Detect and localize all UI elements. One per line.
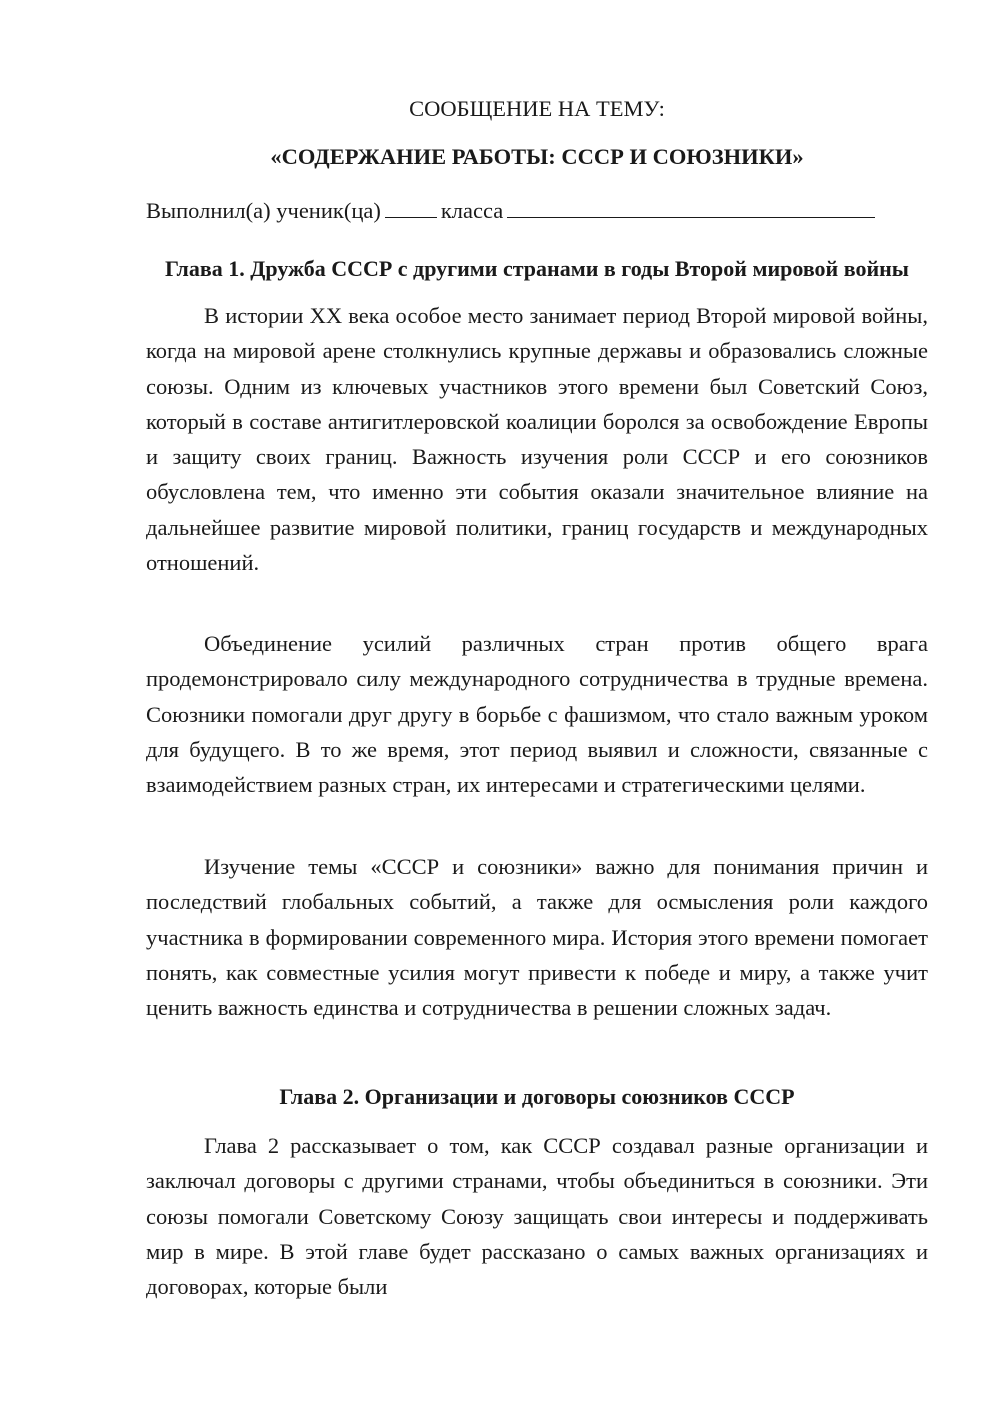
chapter1-paragraph-1: В истории XX века особое место занимает период Второй мировой войны, когда на мировой арене столкнулись крупные державы и образовались сложные союзы. Одним из ключевых участников этого времени был Советский Союз, который в составе антигитлеровской коалиции боролся за освобождение Европы и защиту своих границ. Важность изучения роли СССР и его союзников обусловлена тем, что именно эти события оказали значительное влияние на дальнейшее развитие мировой политики, границ государств и международных отношений. [146, 303, 928, 576]
class-blank-field[interactable] [507, 197, 875, 218]
chapter2-heading: Глава 2. Организации и договоры союзников СССР [279, 1084, 795, 1109]
document-title: СООБЩЕНИЕ НА ТЕМУ: [409, 96, 665, 121]
document-subtitle: «СОДЕРЖАНИЕ РАБОТЫ: СССР И СОЮЗНИКИ» [270, 144, 804, 169]
chapter1-paragraph-3: Изучение темы «СССР и союзники» важно для понимания причин и последствий глобальных событий, а также для осмысления роли каждого участника в формировании современного мира. История этого времени помогает понять, как совместные усилия могут привести к победе и миру, а также учит ценить важность единства и сотрудничества в решении сложных задач. [146, 854, 928, 1021]
chapter2-paragraph-1: Глава 2 рассказывает о том, как СССР создавал разные организации и заключал договоры с другими странами, чтобы объединиться в союзники. Эти союзы помогали Советскому Союзу защищать свои интересы и поддерживать мир в мире. В этой главе будет рассказано о самых важных организациях и договорах, которые были [146, 1133, 928, 1300]
chapter1-paragraph-2: Объединение усилий различных стран против общего врага продемонстрировало силу международного сотрудничества в трудные времена. Союзники помогали друг другу в борьбе с фашизмом, что стало важным уроком для будущего. В то же время, этот период выявил и сложности, связанные с взаимодействием разных стран, их интересами и стратегическими целями. [146, 631, 928, 798]
author-line [146, 196, 928, 226]
author-prefix: Выполнил(а) ученик(ца) [146, 198, 381, 223]
grade-blank-field[interactable] [385, 197, 437, 218]
chapter1-heading: Глава 1. Дружба СССР с другими странами в годы Второй мировой войны [165, 256, 909, 281]
class-label: класса [440, 198, 504, 223]
